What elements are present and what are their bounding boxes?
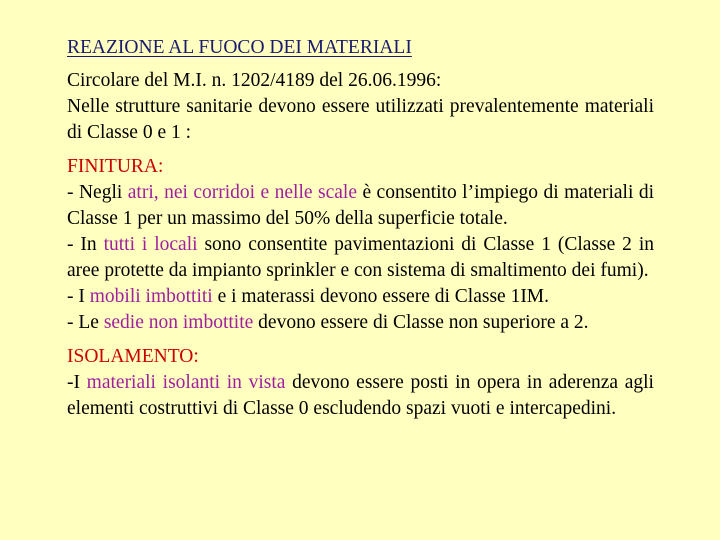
circolare-text: Nelle strutture sanitarie devono essere utilizzati prevalentemente materiali di Classe 0 e 1 : [67, 96, 654, 143]
finitura-item-mobili-text: e i materassi devono essere di Classe 1IM. [212, 286, 550, 307]
isolamento-item [67, 370, 654, 422]
finitura-item-sedie-text: devono essere di Classe non superiore a 2. [253, 312, 589, 333]
isolamento-section [67, 344, 654, 422]
finitura-section [67, 154, 654, 336]
finitura-item-atri-prefix: - Negli [67, 182, 128, 203]
finitura-item-mobili [67, 284, 654, 310]
finitura-item-locali-text: sono consentite pavimentazioni di Classe 1 (Classe 2 in aree protette da impianto sprinkler e con sistema di smaltimento dei fumi). [67, 234, 654, 281]
finitura-item-mobili-highlight: mobili imbottiti [89, 286, 213, 307]
slide-content [67, 34, 654, 422]
isolamento-item-highlight: materiali isolanti in vista [86, 372, 286, 393]
finitura-item-sedie-highlight: sedie non imbottite [103, 312, 254, 333]
finitura-heading: FINITURA: [67, 156, 164, 177]
finitura-item-atri-text: è consentito l’impiego di materiali di Classe 1 per un massimo del 50% della superficie totale. [67, 182, 654, 229]
finitura-item-atri-highlight: atri, nei corridoi e nelle scale [127, 182, 357, 203]
finitura-item-locali [67, 232, 654, 284]
finitura-item-locali-prefix: - In [67, 234, 104, 255]
finitura-item-locali-highlight: tutti i locali [103, 234, 198, 255]
isolamento-heading: ISOLAMENTO: [67, 346, 199, 367]
circolare-heading: Circolare del M.I. n. 1202/4189 del 26.06.1996: [67, 70, 442, 91]
finitura-item-sedie [67, 310, 654, 336]
finitura-item-mobili-prefix: - I [67, 286, 90, 307]
isolamento-item-prefix: -I [67, 372, 87, 393]
circolare-section [67, 68, 654, 146]
slide-title: REAZIONE AL FUOCO DEI MATERIALI [67, 37, 412, 58]
finitura-item-sedie-prefix: - Le [67, 312, 104, 333]
isolamento-item-text: devono essere posti in opera in aderenza agli elementi costruttivi di Classe 0 escludendo spazi vuoti e intercapedini. [67, 372, 654, 419]
finitura-item-atri [67, 180, 654, 232]
